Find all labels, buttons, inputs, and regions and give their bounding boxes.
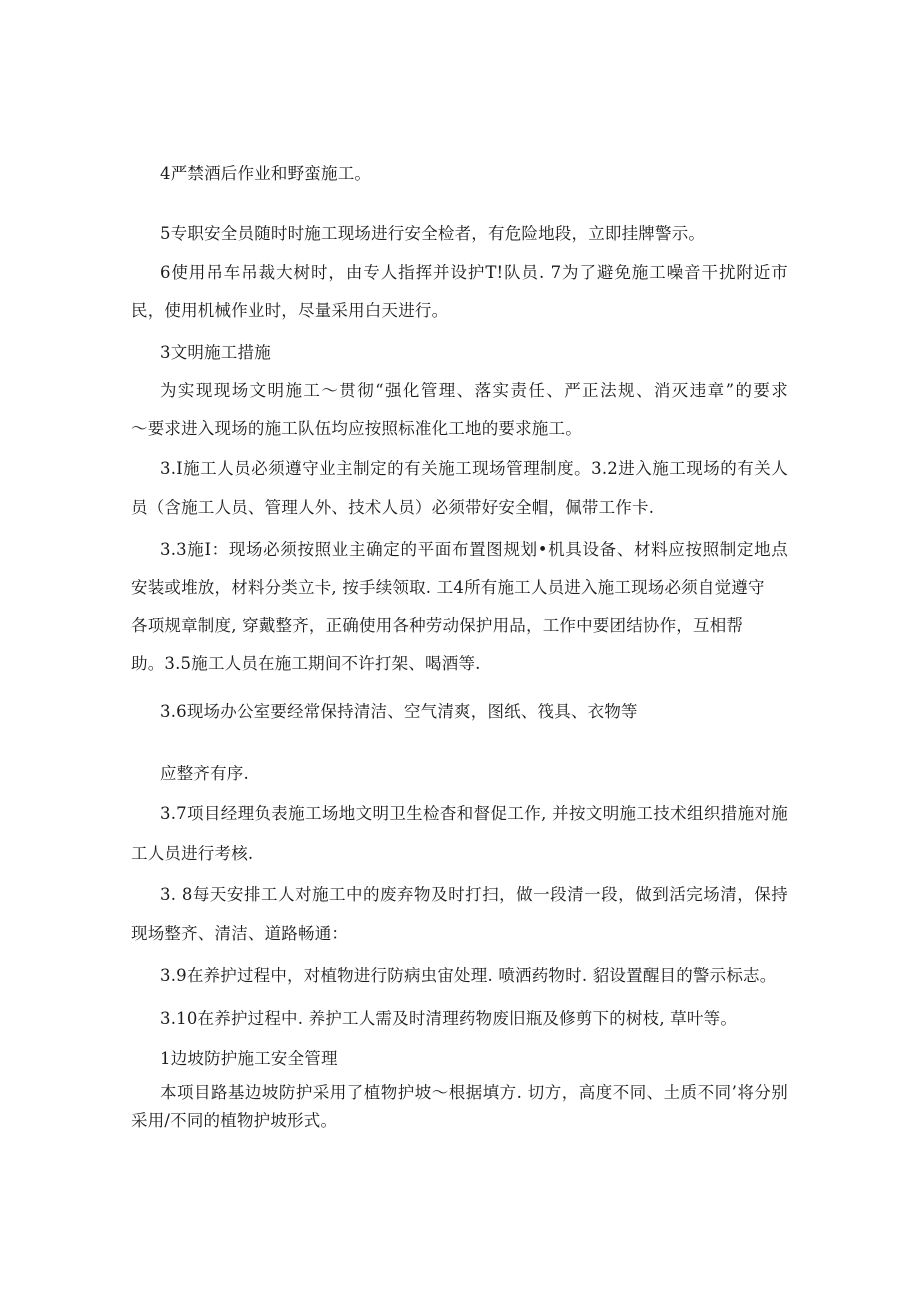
text-line: 3.10在养护过程中. 养护工人需及时清理药物废旧瓶及修剪下的树枝, 草叶等。 — [160, 1009, 738, 1028]
text-line: 工人员进行考核. — [131, 844, 254, 863]
text-line: 3.I施工人员必须遵守业主制定的有关施工现场管理制度。3.2进入施工现场的有关人 — [160, 459, 788, 478]
section-heading: 3文明施工措施 — [160, 343, 271, 362]
text-line: 各项规章制度, 穿戴整齐，正确使用各种劳动保护用品，工作中要团结协作，互相帮 — [131, 616, 744, 635]
text-line: 5专职安全员随时时施工现场进行安全检者，有危险地段，立即挂牌警示。 — [160, 224, 706, 243]
text-line: 6使用吊车吊裁大树时，由专人指挥并设护T!队员. 7为了避免施工噪音干扰附近市 — [160, 263, 788, 282]
text-line: 员（含施工人员、管理人外、技术人员）必须带好安全帽，佩带工作卡. — [131, 498, 655, 517]
text-line: 应整齐有序. — [160, 764, 249, 783]
text-line: 安装或堆放，材料分类立卡, 按手续领取. 工4所有施工人员进入施工现场必须自觉遵守 — [131, 578, 765, 597]
text-line: 3.3施I：现场必须按照业主确定的平面布置图规划•机具设备、材料应按照制定地点 — [160, 540, 788, 559]
text-line: 3. 8每天安排工人对施工中的废弃物及时打扫，做一段清一段，做到活完场清，保持 — [160, 885, 788, 904]
text-line: 采用/不同的植物护坡形式。 — [131, 1111, 338, 1130]
text-line: 3.9在养护过程中，对植物进行防病虫宙处理. 喷洒药物时. 貂设置醒目的警示标志。 — [160, 966, 777, 985]
text-line: 3.6现场办公室要经常保持清洁、空气清爽，图纸、筏具、衣物等 — [160, 702, 638, 721]
section-heading: 1边坡防护施工安全管理 — [160, 1049, 338, 1068]
text-line: 4严禁酒后作业和野蛮施工。 — [160, 164, 372, 183]
text-line: 为实现现场文明施工～贯彻“强化管理、落实责任、严正法规、消灭违章”的要求 — [160, 381, 788, 400]
text-line: 助。3.5施工人员在施工期间不许打架、喝酒等. — [131, 654, 481, 673]
text-line: 3.7项目经理负表施工场地文明卫生检杳和督促工作, 并按文明施工技术组织措施对施 — [160, 804, 788, 823]
text-line: ～要求进入现场的施工队伍均应按照标准化工地的要求施工。 — [131, 419, 582, 438]
text-line: 民，使用机械作业时，尽量采用白天进行。 — [131, 301, 449, 320]
text-line: 现场整齐、清洁、道路畅通： — [131, 924, 349, 943]
text-line: 本项目路基边坡防护采用了植物护坡～根据填方. 切方，高度不同、土质不同’将分别 — [160, 1083, 788, 1102]
